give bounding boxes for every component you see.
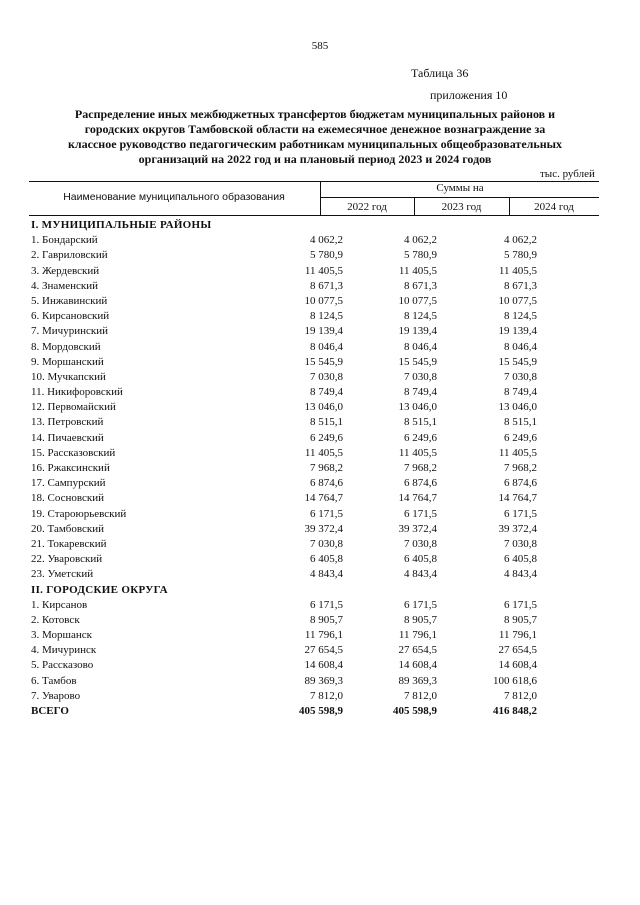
value-2024: 13 046,0 [498, 401, 537, 414]
table-label: Таблица 36 [411, 66, 469, 80]
value-2024: 6 249,6 [504, 431, 537, 444]
row-name: 14. Пичаевский [31, 431, 104, 444]
table-row [31, 400, 591, 415]
table-row [31, 340, 591, 355]
value-2024: 39 372,4 [498, 522, 537, 535]
value-2023: 8 515,1 [404, 416, 437, 429]
value-2023: 11 405,5 [398, 264, 437, 277]
value-2023: 6 171,5 [404, 507, 437, 520]
value-2024: 14 764,7 [498, 492, 537, 505]
table-row [31, 446, 591, 461]
page-number: 585 [311, 40, 329, 52]
row-name: 18. Сосновский [31, 492, 105, 505]
value-2024: 11 796,1 [498, 629, 537, 642]
value-2024: 8 124,5 [504, 310, 537, 323]
table-row [31, 537, 591, 552]
row-name: 23. Уметский [31, 568, 94, 581]
value-2024: 6 874,6 [504, 477, 537, 490]
value-2024: 7 030,8 [504, 370, 537, 383]
value-2022: 7 968,2 [310, 462, 343, 474]
value-2024: 8 749,4 [504, 386, 537, 399]
value-2022: 7 030,8 [310, 370, 343, 383]
value-2023: 11 796,1 [398, 629, 437, 642]
row-name: 15. Рассказовский [31, 446, 116, 459]
row-name: 21. Токаревский [31, 537, 107, 550]
value-2023: 7 030,8 [404, 370, 437, 383]
table-row [31, 674, 591, 689]
table-row [31, 385, 591, 400]
table-row [31, 613, 591, 628]
value-2022: 19 139,4 [304, 325, 343, 338]
value-2023: 6 405,8 [404, 553, 437, 566]
title-line: классное руководство педагогическим работникам муниципальных общеобразовательных [67, 137, 563, 151]
total-row [31, 704, 591, 719]
table-row [31, 507, 591, 522]
row-name: 1. Кирсанов [31, 598, 88, 611]
value-2022: 7 030,8 [310, 537, 343, 550]
value-2022: 6 171,5 [310, 598, 343, 611]
table-row [31, 324, 591, 339]
row-name: 4. Знаменский [31, 279, 99, 292]
table-row [31, 658, 591, 673]
value-2023: 4 843,4 [404, 568, 437, 581]
header-sums: Суммы на [436, 182, 484, 194]
value-2024: 11 405,5 [498, 446, 537, 459]
row-name: 9. Моршанский [31, 355, 104, 368]
value-2022: 11 796,1 [304, 629, 343, 642]
value-2024: 7 030,8 [504, 537, 537, 550]
value-2022: 11 405,5 [304, 446, 343, 459]
row-name: 4. Мичуринск [31, 644, 97, 657]
value-2023: 405 598,9 [393, 705, 437, 717]
section-heading-row [31, 218, 591, 233]
value-2022: 15 545,9 [304, 355, 343, 368]
value-2024: 6 171,5 [504, 507, 537, 520]
value-2024: 14 608,4 [498, 659, 537, 672]
value-2024: 100 618,6 [493, 674, 537, 687]
value-2022: 10 077,5 [304, 294, 343, 307]
value-2022: 5 780,9 [310, 249, 343, 262]
header-year-2024: 2024 год [534, 201, 574, 213]
value-2022: 8 046,4 [310, 340, 343, 353]
value-2023: 8 905,7 [404, 613, 437, 626]
row-name: 5. Инжавинский [31, 294, 108, 307]
value-2022: 14 764,7 [304, 492, 343, 505]
value-2022: 8 124,5 [310, 310, 343, 323]
value-2022: 8 905,7 [310, 613, 343, 626]
value-2024: 4 843,4 [504, 568, 537, 581]
value-2024: 4 062,2 [504, 234, 537, 247]
table-row [31, 461, 591, 476]
value-2024: 6 405,8 [504, 553, 537, 566]
table-row [31, 689, 591, 704]
value-2023: 39 372,4 [398, 522, 437, 535]
table-row [31, 279, 591, 294]
value-2023: 7 812,0 [404, 689, 437, 702]
value-2024: 8 671,3 [504, 279, 537, 292]
header-name-column: Наименование муниципального образования [63, 191, 285, 203]
table-row [31, 294, 591, 309]
row-name: 22. Уваровский [31, 553, 103, 566]
value-2022: 6 405,8 [310, 553, 343, 566]
row-name: II. ГОРОДСКИЕ ОКРУГА [31, 583, 168, 596]
value-2022: 14 608,4 [304, 659, 343, 672]
value-2023: 89 369,3 [398, 674, 437, 687]
value-2023: 11 405,5 [398, 446, 437, 459]
value-2023: 8 749,4 [404, 386, 437, 399]
value-2024: 8 515,1 [504, 416, 537, 429]
header-year-2022: 2022 год [347, 201, 387, 213]
value-2022: 13 046,0 [304, 401, 343, 414]
table-row [31, 491, 591, 506]
value-2024: 8 046,4 [504, 340, 537, 353]
section-heading-row [31, 583, 591, 598]
value-2024: 19 139,4 [498, 325, 537, 338]
value-2024: 15 545,9 [498, 355, 537, 368]
value-2024: 7 812,0 [504, 689, 537, 702]
value-2024: 5 780,9 [504, 249, 537, 262]
value-2023: 5 780,9 [404, 249, 437, 262]
value-2022: 7 812,0 [310, 689, 343, 702]
table-row [31, 233, 591, 248]
value-2022: 6 171,5 [310, 507, 343, 520]
row-name: 6. Кирсановский [31, 310, 110, 323]
value-2024: 8 905,7 [504, 613, 537, 626]
title-line: Распределение иных межбюджетных трансфертов бюджетам муниципальных районов и [74, 107, 556, 121]
value-2022: 8 671,3 [310, 279, 343, 292]
row-name: ВСЕГО [31, 705, 69, 717]
value-2023: 6 171,5 [404, 598, 437, 611]
table-title [30, 107, 600, 167]
value-2022: 8 749,4 [310, 386, 343, 399]
table-row [31, 431, 591, 446]
row-name: 17. Сампурский [31, 477, 106, 490]
row-name: 8. Мордовский [31, 340, 101, 353]
value-2023: 7 968,2 [404, 462, 437, 474]
value-2024: 11 405,5 [498, 264, 537, 277]
value-2023: 15 545,9 [398, 355, 437, 368]
row-name: 3. Моршанск [31, 629, 92, 642]
header-year-2023: 2023 год [441, 201, 482, 213]
value-2023: 7 030,8 [404, 537, 437, 550]
value-2022: 89 369,3 [304, 674, 343, 687]
value-2022: 4 062,2 [310, 234, 343, 247]
value-2023: 19 139,4 [398, 325, 437, 338]
value-2023: 6 249,6 [404, 431, 437, 444]
value-2023: 14 764,7 [398, 492, 437, 505]
row-name: 13. Петровский [31, 416, 104, 429]
value-2024: 416 848,2 [493, 705, 537, 717]
table-row [31, 598, 591, 613]
row-name: I. МУНИЦИПАЛЬНЫЕ РАЙОНЫ [31, 219, 212, 231]
title-line: городских округов Тамбовской области на ежемесячное денежное вознаграждение за [84, 122, 546, 136]
row-name: 12. Первомайский [31, 401, 116, 414]
table-row [31, 264, 591, 279]
table-row [31, 355, 591, 370]
table-row [31, 552, 591, 567]
value-2022: 4 843,4 [310, 568, 343, 581]
row-name: 1. Бондарский [31, 234, 98, 247]
value-2023: 27 654,5 [398, 644, 437, 657]
value-2022: 11 405,5 [304, 264, 343, 277]
value-2024: 10 077,5 [498, 294, 537, 307]
value-2022: 405 598,9 [299, 705, 343, 717]
row-name: 7. Уварово [31, 689, 81, 702]
table-body [31, 218, 591, 719]
value-2024: 6 171,5 [504, 598, 537, 611]
table-row [31, 370, 591, 385]
row-name: 2. Котовск [31, 613, 80, 626]
table-row [31, 628, 591, 643]
header-mid-rule [320, 197, 599, 198]
value-2023: 8 671,3 [404, 279, 437, 292]
value-2023: 13 046,0 [398, 401, 437, 414]
row-name: 10. Мучкапский [31, 370, 106, 383]
row-name: 16. Ржаксинский [31, 462, 110, 474]
appendix-label: приложения 10 [430, 88, 508, 102]
row-name: 19. Староюрьевский [31, 507, 127, 520]
row-name: 11. Никифоровский [31, 386, 123, 399]
table-row [31, 248, 591, 263]
row-name: 7. Мичуринский [31, 325, 108, 338]
header-bottom-rule [29, 215, 599, 216]
value-2022: 27 654,5 [304, 644, 343, 657]
table-row [31, 567, 591, 582]
row-name: 6. Тамбов [31, 674, 77, 687]
value-2023: 8 124,5 [404, 310, 437, 323]
value-2023: 6 874,6 [404, 477, 437, 490]
value-2024: 7 968,2 [504, 462, 537, 474]
row-name: 2. Гавриловский [31, 249, 108, 262]
value-2023: 10 077,5 [398, 294, 437, 307]
value-2023: 14 608,4 [398, 659, 437, 672]
units-label: тыс. рублей [540, 168, 595, 180]
value-2024: 27 654,5 [498, 644, 537, 657]
table-row [31, 522, 591, 537]
value-2022: 6 249,6 [310, 431, 343, 444]
table-row [31, 476, 591, 491]
row-name: 20. Тамбовский [31, 522, 105, 535]
value-2022: 39 372,4 [304, 522, 343, 535]
title-line: организаций на 2022 год и на плановый период 2023 и 2024 годов [138, 152, 492, 166]
value-2022: 6 874,6 [310, 477, 343, 490]
row-name: 5. Рассказово [31, 659, 94, 672]
table-row [31, 415, 591, 430]
row-name: 3. Жердевский [31, 264, 100, 277]
table-row [31, 643, 591, 658]
value-2022: 8 515,1 [310, 416, 343, 429]
table-row [31, 309, 591, 324]
value-2023: 4 062,2 [404, 234, 437, 247]
value-2023: 8 046,4 [404, 340, 437, 353]
